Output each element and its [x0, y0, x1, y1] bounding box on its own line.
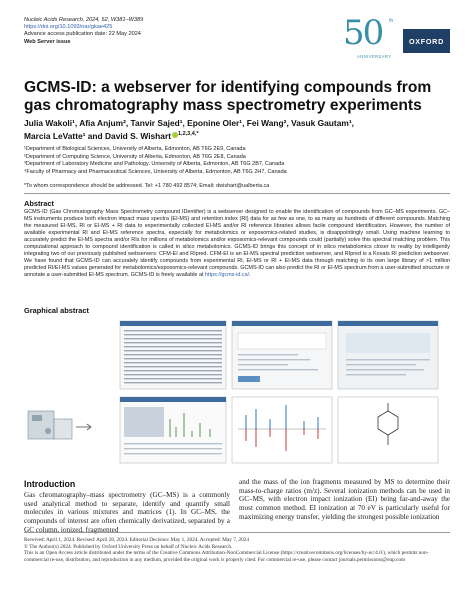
anniversary-label: ANNIVERSARY [357, 54, 392, 59]
divider [24, 193, 450, 194]
paper-title: GCMS-ID: a webserver for identifying compounds from gas chromatography mass spectrometry experiments [24, 79, 432, 114]
anniversary-logo [343, 14, 403, 62]
publication-date: Advance access publication date: 22 May 2024 [24, 31, 141, 38]
affiliation-2: ²Department of Computing Science, University of Alberta, Edmonton, AB T6G 2E8, Canada [24, 153, 246, 160]
introduction-left-column: Gas chromatography–mass spectrometry (GC–MS) is a commonly used analytical method to separate, identify and quantify small molecules in various mixtures and matrices (1). In GC–MS, the compounds of interest are often chemically derivatized, separated by a GC column, ionized, fragmented [24, 491, 230, 534]
copyright-notice: © The Author(s) 2024. Published by Oxford University Press on behalf of Nucleic Acids Research. [24, 543, 233, 550]
webserver-link[interactable]: https://gcms-id.ca/ [205, 271, 250, 278]
screenshot-home-page [338, 321, 438, 389]
graphical-abstract-figure [24, 319, 450, 467]
affiliation-3: ³Department of Laboratory Medicine and Pathology, University of Alberta, Edmonton, AB T6G 2B7, Canada [24, 161, 285, 168]
graphical-abstract-heading: Graphical abstract [24, 306, 89, 315]
issue-label: Web Server issue [24, 38, 71, 45]
gcms-instrument-icon [28, 411, 72, 439]
authors-line-1: Julia Wakoli¹, Afia Anjum², Tanvir Sajed¹, Eponine Oler¹, Fei Wang², Vasuk Gautam¹, [24, 118, 354, 128]
authors-line-2-text: Marcia LeVatte¹ and David S. Wishart [24, 130, 171, 141]
oxford-logo: OXFORD [403, 29, 450, 53]
authors-line-2 [24, 129, 454, 142]
correspondence-note: *To whom correspondence should be addressed. Tel: +1 780 492 8574; Email: dwishart@ualberta.ca [24, 183, 270, 189]
author-list [24, 118, 454, 142]
author-affiliation-marks: 1,2,3,4,* [178, 131, 199, 137]
journal-citation: Nucleic Acids Research, 2024, 52, W381–W389 [24, 17, 144, 23]
footer-divider [24, 532, 450, 533]
introduction-right-column: and the mass of the ion fragments measured by MS to determine their mass-to-charge ratios (m/z). Several ionization methods can be used in GC–MS, with electron impact ionization (EI) being far-and-away the most common method. EI ionization at 70 eV is particularly useful for maximizing energy transfer, yielding the strongest possible ionization [239, 478, 450, 521]
doi-link[interactable]: https://doi.org/10.1093/nar/gkae425 [24, 24, 113, 31]
abstract-heading: Abstract [24, 199, 54, 208]
abstract-text [24, 209, 450, 279]
abstract-body: GCMS-ID (Gas Chromatography Mass Spectrometry compound IDentifier) is a webserver designed to enable the identification of compounds from GC–MS experiments. GC–MS instruments produce both electron impact mass spectra (EI-MS) and retention index (RI) data for as few as one, to as many as hundreds of different compounds. Matching the measured EI-MS, RI or EI-MS + RI data to experimentally collected EI-MS and/or RI reference libraries allows facile compound identification. However, the number of available experimental RI and EI-MS reference spectra, especially for metabolomics or exposomics-related studies, is disappointingly small. Using machine learning to accurately predict the EI-MS spectra and/or RIs for millions of metabolomics and/or exposomics-relevant compounds could (partially) solve this spectral matching problem. This computational approach to compound identification is called in silico metabolomics. GCMS-ID brings this concept of in silico metabolomics closer to reality by intelligently integrating two of our previously published webservers: CFM-EI and RIpred. CFM-EI is an EI-MS spectral prediction webserver, and RIpred is a Kovats RI prediction webserver. We have found that GCMS-ID can accurately identify compounds from experimental RI, EI-MS or RI + EI-MS data through matching to its own large library of >1 million predicted RI/EI-MS values generated for metabolomics/exposomics-relevant compounds. GCMS-ID can also predict the RI or EI-MS spectrum from a user-submitted structure or annotate a user-submitted EI-MS spectrum. GCMS-ID is freely available at [24, 209, 450, 278]
affiliation-4: ⁴Faculty of Pharmacy and Pharmaceutical Sciences, University of Alberta, Edmonton, AB T6G 2H7, Canada [24, 168, 287, 175]
arrow-icon [76, 424, 91, 430]
footer-notes [24, 537, 450, 563]
introduction-heading: Introduction [24, 479, 76, 489]
journal-header [24, 17, 324, 46]
screenshot-results-table [120, 321, 226, 389]
screenshot-spectrum-match [232, 397, 332, 463]
anniversary-suffix: th [389, 18, 394, 24]
screenshot-spectrum-panel [120, 397, 226, 463]
affiliations [24, 146, 454, 176]
article-dates: Received: April 1, 2024. Revised: April 28, 2024. Editorial Decision: May 1, 2024. Accepted: May 7, 2024 [24, 537, 249, 543]
abstract-end: . [249, 271, 251, 278]
screenshot-search-form [232, 321, 332, 389]
license-notice: This is an Open Access article distributed under the terms of the Creative Commons Attribution-NonCommercial License (https://creativecommons.org/licenses/by-nc/4.0/), which permits non-commercial re-use, distribution, and reproduction in any medium, provided the original work is properly cited. For commercial re-use, please contact journals.permissions@oup.com [24, 550, 429, 563]
screenshot-structure-view [338, 397, 438, 463]
anniversary-number: 50 [343, 13, 383, 53]
affiliation-1: ¹Department of Biological Sciences, University of Alberta, Edmonton, AB T6G 2E9, Canada [24, 146, 246, 152]
